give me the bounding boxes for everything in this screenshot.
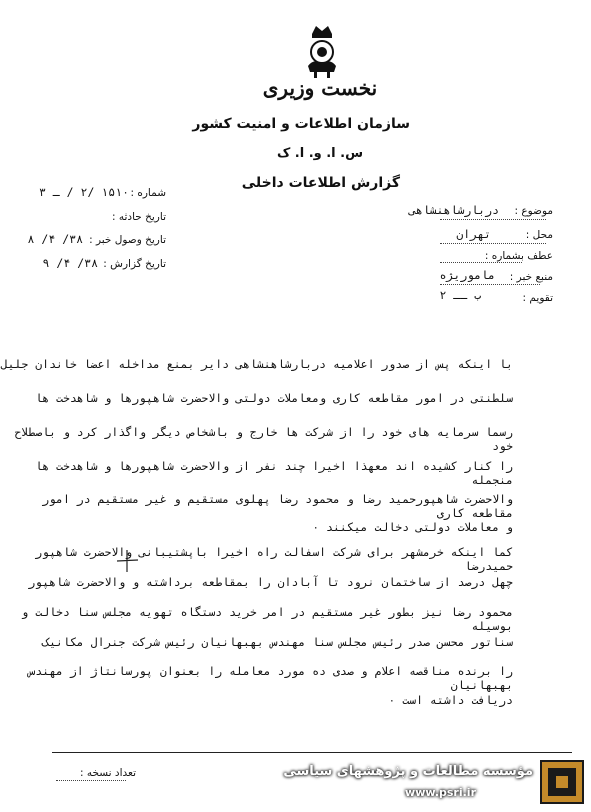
evaluation-label: تقویم : [522, 292, 553, 304]
body-line: را برنده مناقصه اعلام و صدی ده مورد معامله را بعنوان پورسانتاژ از مهندس بهبهانیان [28, 664, 513, 692]
report-date-label: تاریخ گزارش : [103, 258, 166, 270]
body-line: والاحضرت شاهپورحمید رضا و محمود رضا پهلوی مستقیم و غیر مستقیم در امور مقاطعه کاری [42, 492, 513, 520]
org-code: س. ا. و. ا. ک [276, 146, 364, 161]
receipt-date-label: تاریخ وصول خبر : [89, 234, 166, 246]
body-line: دریافت داشته است ٠ [388, 693, 513, 707]
body-line: سناتور محسن صدر رئیس مجلس سنا مهندس بهبهانیان رئیس شرکت جنرال مکانیک [42, 635, 513, 649]
number-label: شماره : [130, 187, 166, 199]
body-line: با اینکه پس از صدور اعلامیه دربارشاهنشاهی دایر بمنع مداخله اعضا خاندان جلیل [0, 357, 513, 371]
handwritten-cross-mark-icon [114, 548, 140, 574]
incident-date-label: تاریخ حادثه : [111, 211, 166, 223]
org-secondary-title: سازمان اطلاعات و امنیت کشور [192, 116, 410, 132]
lion-and-sun-emblem-icon [300, 22, 344, 80]
institute-logo-icon [540, 760, 584, 804]
evaluation-value: ب ــ ۲ [439, 288, 481, 302]
place-value: تهران [456, 227, 491, 241]
body-line: را کنار کشیده اند معهذا اخیرا چند نفر از والاحضرت شاهپورها و شاهدخت ها منجمله [35, 459, 513, 487]
number-value: ۱۵۱۰ /۲ / ـ ۳ [38, 185, 129, 199]
body-line: رسما سرمایه های خود را از شرکت ها خارج و باشخاص دیگر واگذار کرد و باصطلاح خود [14, 425, 513, 453]
copies-count-label: تعداد نسخه : [79, 767, 136, 779]
body-line: کما اینکه خرمشهر برای شرکت اسفالت راه اخیرا باپشتیبانی والاحضرت شاهپور حمیدرضا [35, 545, 513, 573]
body-line: و معاملات دولتی دخالت میکنند ٠ [312, 520, 513, 534]
footer-divider [52, 752, 572, 753]
subject-label: موضوع : [514, 205, 553, 217]
institute-watermark-url: www.psri.ir [405, 786, 476, 799]
report-date-value: ۳۸/ ۴/ ۹ [42, 256, 98, 270]
body-line: سلطنتی در امور مقاطعه کاری ومعاملات دولتی والاحضرت شاهپورها و شاهدخت ها [35, 391, 513, 405]
subject-value: دربارشاهنشاهی [408, 203, 499, 217]
body-line: محمود رضا نیز بطور غیر مستقیم در امر خرید دستگاه تهویه مجلس سنا دخالت و بوسیله [21, 605, 513, 633]
reference-number-label: عطف بشماره : [484, 250, 553, 262]
org-primary-title: نخست وزیری [262, 76, 378, 100]
source-label: منبع خبر : [509, 271, 553, 283]
source-value: ماموریژه [439, 268, 495, 282]
report-title: گزارش اطلاعات داخلی [241, 175, 400, 191]
body-line: چهل درصد از ساختمان نرود تا آبادان را بمقاطعه برداشته و والاحضرت شاهپور [28, 575, 513, 589]
place-label: محل : [525, 229, 553, 241]
institute-watermark-name: مؤسسه مطالعات و پژوهشهای سیاسی [283, 764, 533, 779]
receipt-date-value: ۳۸/ ۴/ ۸ [27, 232, 83, 246]
